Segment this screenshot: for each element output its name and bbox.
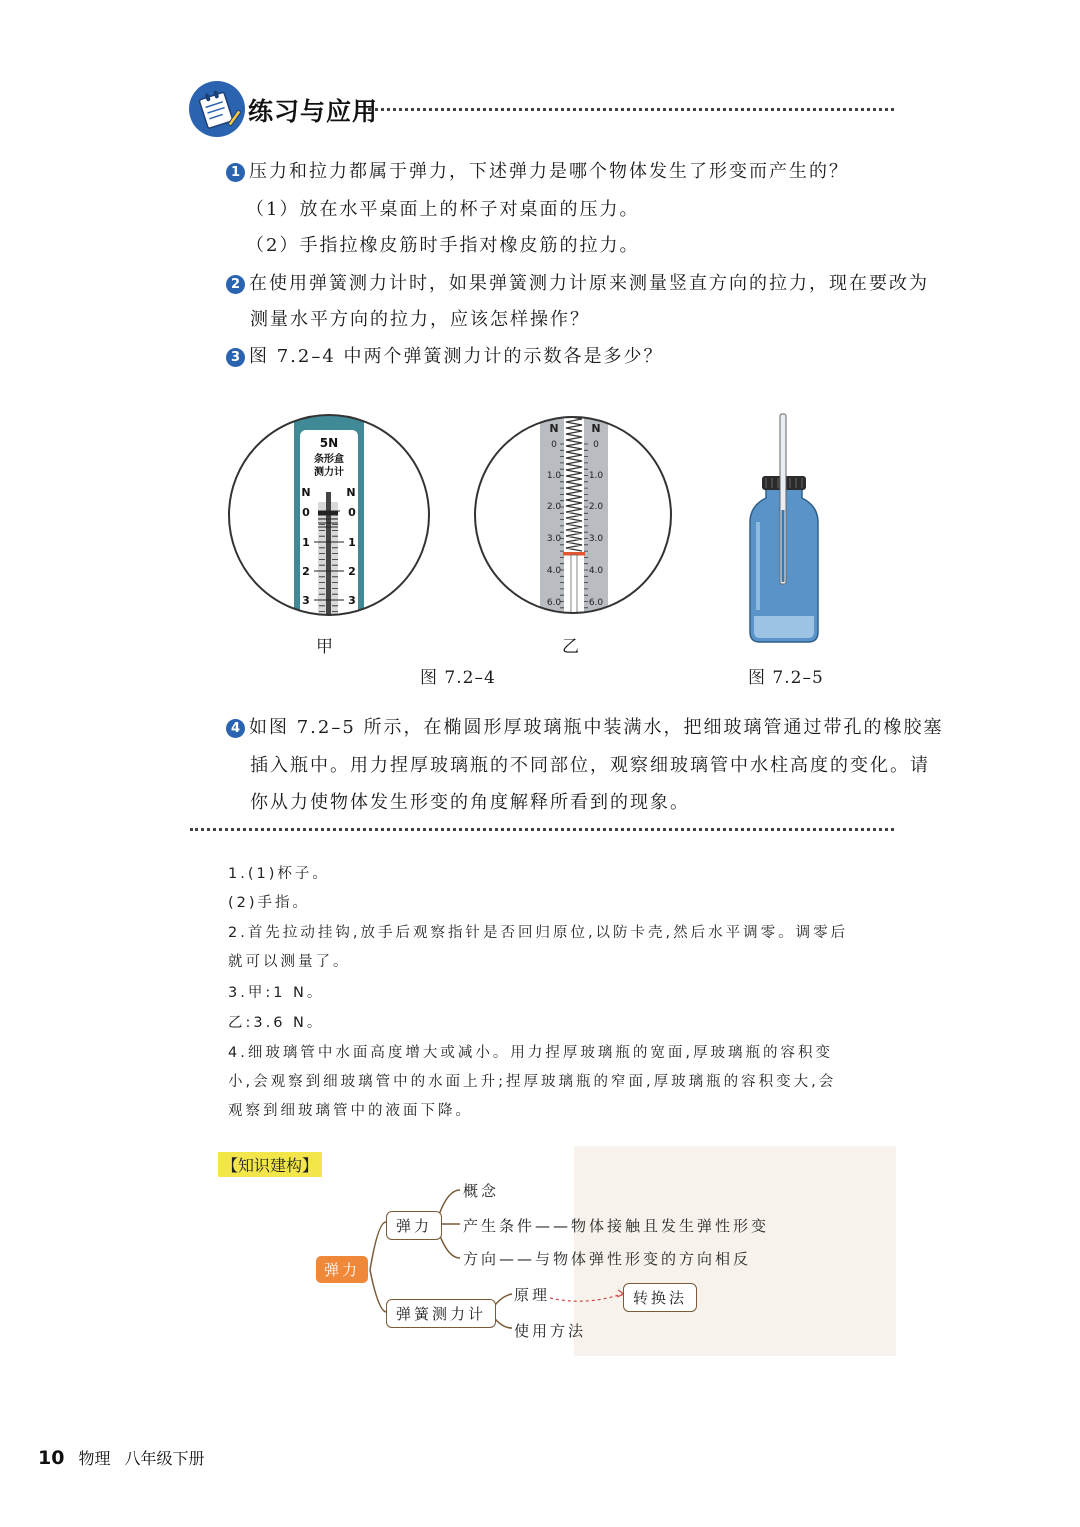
jia-tick-label: 3 bbox=[302, 594, 310, 607]
section-divider bbox=[190, 828, 894, 831]
notebook-pencil-icon bbox=[188, 80, 246, 138]
jia-tick-label: 0 bbox=[302, 506, 310, 519]
question-number: 1 bbox=[226, 163, 245, 182]
yi-tick-label: 6.0 bbox=[546, 598, 562, 608]
mindmap-item: 产生条件——物体接触且发生弹性形变 bbox=[463, 1217, 770, 1235]
yi-tick-label: 3.0 bbox=[546, 534, 562, 544]
mindmap-item: 方向——与物体弹性形变的方向相反 bbox=[463, 1250, 752, 1268]
question-text: 如图 7.2–5 所示，在椭圆形厚玻璃瓶中装满水，把细玻璃管通过带孔的橡胶塞 bbox=[249, 717, 944, 738]
answer-line: 乙:3.6 N。 bbox=[228, 1015, 325, 1031]
question-text: 图 7.2–4 中两个弹簧测力计的示数各是多少？ bbox=[249, 346, 664, 367]
question-number: 4 bbox=[226, 719, 245, 738]
jia-unit-left: N bbox=[301, 486, 311, 499]
jia-tick-label: 0 bbox=[348, 506, 356, 519]
yi-tick-label: 6.0 bbox=[588, 598, 604, 608]
jia-tick-label: 2 bbox=[348, 565, 356, 578]
page-footer bbox=[38, 1446, 204, 1469]
question-3 bbox=[226, 345, 664, 369]
grade-name: 八年级下册 bbox=[124, 1449, 205, 1468]
mindmap-branch-spring-scale: 弹簧测力计 bbox=[386, 1299, 496, 1328]
spring-scale-yi-figure bbox=[474, 412, 672, 618]
jia-tick-label: 1 bbox=[302, 536, 310, 549]
question-number: 2 bbox=[226, 275, 245, 294]
figure-yi-label: 乙 bbox=[562, 637, 580, 657]
subject-name: 物理 bbox=[78, 1449, 111, 1468]
jia-title-line-2: 条形盒 bbox=[314, 454, 344, 465]
answer-line: (2)手指。 bbox=[228, 895, 311, 911]
spring-scale-jia-figure bbox=[226, 412, 432, 618]
question-1-sub-1: （1）放在水平桌面上的杯子对桌面的压力。 bbox=[246, 199, 640, 220]
glass-bottle-figure bbox=[736, 410, 832, 646]
yi-tick-label: 0 bbox=[593, 440, 599, 450]
yi-unit-left: N bbox=[549, 422, 559, 435]
mindmap-item: 使用方法 bbox=[514, 1322, 587, 1340]
answer-line: 1.(1)杯子。 bbox=[228, 866, 330, 882]
question-2 bbox=[226, 272, 929, 296]
jia-tick-label: 1 bbox=[348, 536, 356, 549]
question-2-line-2: 测量水平方向的拉力，应该怎样操作？ bbox=[250, 309, 590, 330]
question-4-line-2: 插入瓶中。用力捏厚玻璃瓶的不同部位，观察细玻璃管中水柱高度的变化。请 bbox=[250, 755, 930, 776]
question-4 bbox=[226, 716, 944, 740]
yi-unit-right: N bbox=[591, 422, 601, 435]
figure-7-2-4-caption: 图 7.2–4 bbox=[420, 668, 496, 688]
yi-tick-label: 1.0 bbox=[546, 471, 562, 481]
yi-tick-label: 4.0 bbox=[588, 566, 604, 576]
question-text: 压力和拉力都属于弹力，下述弹力是哪个物体发生了形变而产生的？ bbox=[249, 161, 849, 182]
yi-tick-label: 3.0 bbox=[588, 534, 604, 544]
answer-line: 观察到细玻璃管中的液面下降。 bbox=[228, 1103, 473, 1119]
header-divider bbox=[368, 108, 894, 111]
section-title: 练习与应用 bbox=[248, 97, 379, 126]
question-1-sub-2: （2）手指拉橡皮筋时手指对橡皮筋的拉力。 bbox=[246, 235, 640, 256]
figure-7-2-5-caption: 图 7.2–5 bbox=[748, 668, 824, 688]
answer-line: 小,会观察到细玻璃管中的水面上升;捏厚玻璃瓶的窄面,厚玻璃瓶的容积变大,会 bbox=[228, 1074, 837, 1090]
mindmap-item: 原理 bbox=[514, 1286, 551, 1304]
answer-line: 3.甲:1 N。 bbox=[228, 985, 325, 1001]
mindmap-item: 概念 bbox=[463, 1182, 500, 1200]
question-1 bbox=[226, 160, 849, 184]
yi-tick-label: 1.0 bbox=[588, 471, 604, 481]
jia-tick-label: 3 bbox=[348, 594, 356, 607]
yi-tick-label: 0 bbox=[551, 440, 557, 450]
question-4-line-3: 你从力使物体发生形变的角度解释所看到的现象。 bbox=[250, 792, 690, 813]
mindmap-root: 弹力 bbox=[316, 1256, 368, 1283]
answer-line: 4.细玻璃管中水面高度增大或减小。用力捏厚玻璃瓶的宽面,厚玻璃瓶的容积变 bbox=[228, 1045, 833, 1061]
yi-tick-label: 2.0 bbox=[546, 502, 562, 512]
page-number: 10 bbox=[38, 1447, 65, 1469]
mindmap-branch-elastic-force: 弹力 bbox=[386, 1211, 442, 1240]
yi-tick-label: 4.0 bbox=[546, 566, 562, 576]
question-text: 在使用弹簧测力计时，如果弹簧测力计原来测量竖直方向的拉力，现在要改为 bbox=[249, 273, 929, 294]
answer-line: 2.首先拉动挂钩,放手后观察指针是否回归原位,以防卡壳,然后水平调零。调零后 bbox=[228, 925, 849, 941]
jia-unit-right: N bbox=[346, 486, 356, 499]
mindmap-method-box: 转换法 bbox=[623, 1283, 697, 1312]
answer-line: 就可以测量了。 bbox=[228, 954, 351, 970]
yi-tick-label: 2.0 bbox=[588, 502, 604, 512]
figure-jia-label: 甲 bbox=[316, 637, 334, 657]
knowledge-title: 【知识建构】 bbox=[218, 1152, 322, 1177]
jia-tick-label: 2 bbox=[302, 565, 310, 578]
jia-title-line-3: 测力计 bbox=[314, 467, 344, 478]
jia-title-line-1: 5N bbox=[319, 436, 339, 450]
question-number: 3 bbox=[226, 348, 245, 367]
